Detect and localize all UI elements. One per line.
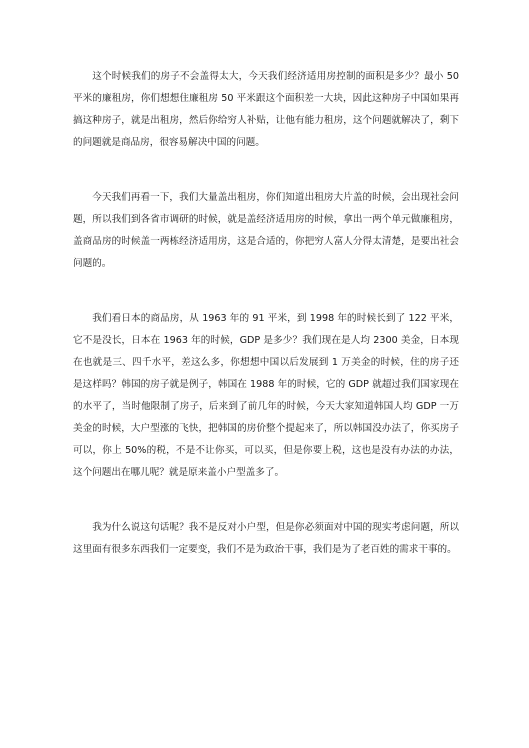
paragraph-1: 这个时候我们的房子不会盖得太大，今天我们经济适用房控制的面积是多少？最小 50 平米的廉租房，你们想想住廉租房 50 平米跟这个面积差一大块，因此这种房子中国如果再搞这种房子，就是出租房，然后你给穷人补贴，让他有能力租房，这个问题就解决了，剩下的问题就是商品房，很容易解决中国的问题。 [73, 71, 459, 148]
paragraph-2: 今天我们再看一下，我们大量盖出租房，你们知道出租房大片盖的时候，会出现社会问题，所以我们到各省市调研的时候，就是盖经济适用房的时候，拿出一两个单元做廉租房，盖商品房的时候盖一两栋经济适用房，这是合适的，你把穷人富人分得太清楚，是要出社会问题的。 [73, 192, 459, 269]
paragraph-3: 我们看日本的商品房，从 1963 年的 91 平米，到 1998 年的时候长到了 122 平米，它不是没长，日本在 1963 年的时候，GDP 是多少？我们现在是人均 2300 美金，日本现在也就是三、四千水平，差这么多，你想想中国以后发展到 1 万美金的时候，住的房子还是这样吗？韩国的房子就是例子，韩国在 1988 年的时候，它的 GDP 就超过我们国家现在的水平了，当时他限制了房子，后来到了前几年的时候，今天大家知道韩国人均 GDP 一万美金的时候，大户型涨的飞快，把韩国的房价整个提起来了，所以韩国没办法了，你买房子可以，你上 50%的税，不是不让你买，可以买，但是你要上税，这也是没有办法的办法，这个问题出在哪儿呢？就是原来盖小户型盖多了。 [73, 313, 459, 478]
paragraph-4: 我为什么说这句话呢？我不是反对小户型，但是你必须面对中国的现实考虑问题，所以这里面有很多东西我们一定要变，我们不是为政治干事，我们是为了老百姓的需求干事的。 [73, 522, 459, 555]
